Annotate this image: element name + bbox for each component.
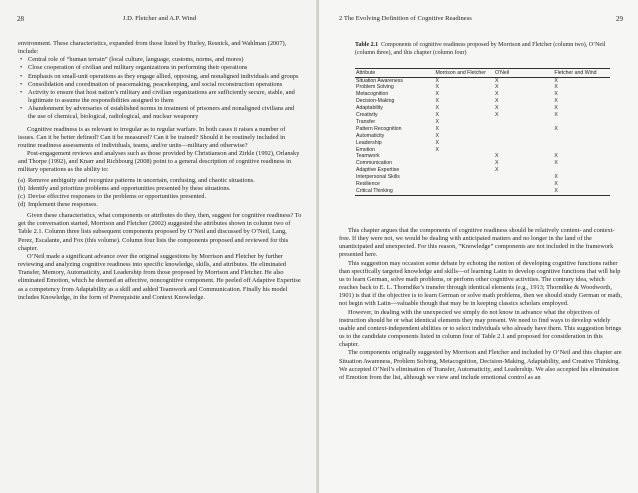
table-cell-attribute: Problem Solving (356, 84, 394, 91)
table-cell-attribute: Critical Thinking (355, 188, 434, 195)
table-header-attribute: Attribute (355, 70, 434, 77)
table-row (355, 91, 610, 98)
table-cell-attribute: Leadership (356, 139, 382, 146)
table-cell-attribute: Creativity (356, 112, 378, 119)
table-cell-mark (553, 140, 610, 147)
table-row (355, 181, 610, 188)
table-cell-mark: X (494, 91, 499, 98)
table-cell-mark (553, 119, 610, 126)
components-paragraph: The components originally suggested by Morrison and Fletcher and included by O’Neil and this chapter are Situation Awareness, Problem Solving, Metacognition, Decision-Making, Adaptability, and Creative Thinking. We accepted O’Neil’s elimination of Transfer, Automaticity, and Leadership. We also accepted his elimination of Emotion from the list, although we view and include emotional control as an (339, 349, 622, 381)
table-cell-mark: X (435, 132, 439, 139)
table-cell-mark (494, 140, 553, 147)
table-cell-mark: X (435, 125, 439, 132)
table-cell-mark: X (553, 188, 610, 195)
table-cell-mark: X (554, 84, 558, 91)
table-cell-mark (494, 126, 553, 133)
right-page-number: 29 (616, 15, 623, 23)
intro-paragraph: environment. These characteristics, expanded from those listed by Hurley, Resnick, and Wahlman (2007), include: (18, 40, 287, 56)
table-cell-mark: X (554, 153, 558, 160)
components-table (355, 68, 610, 196)
table-cell-mark (434, 160, 494, 167)
table-cell-mark: X (554, 125, 558, 132)
table-caption (355, 42, 610, 57)
suggestion-paragraph: This suggestion may occasion some debate by echoing the notion of developing cognitive functions rather than specifically targeted knowledge and skills—of learning Latin to develop cognitive functions that will help us to learn German, solve math problems, or perform other cognitive activities. The contrary idea, which reaches back to E. L. Thorndike’s transfer through identical elements (e.g., 1913; Thorndike & Woodworth, 1901) is that if the objective is to learn German or solve math problems, then we should study German or math, not begin with Latin—valuable though that may be in keeping classics scholars employed. (339, 259, 622, 308)
table-cell-mark: X (435, 112, 439, 119)
table-cell-mark (494, 119, 553, 126)
table-cell-mark: X (554, 174, 558, 181)
table-cell-mark: X (494, 160, 499, 167)
table-cell-mark: X (554, 77, 558, 84)
table-row (355, 77, 610, 84)
list-item: (a) Remove ambiguity and recognize patterns in uncertain, confusing, and chaotic situations. (18, 176, 255, 184)
table-cell-mark (553, 167, 610, 174)
table-cell-mark (434, 174, 494, 181)
left-page-number: 28 (17, 15, 24, 23)
table-cell-mark (553, 147, 610, 154)
table-row (355, 105, 610, 112)
left-running-header: J.D. Fletcher and A.P. Wind (122, 15, 197, 22)
table-row (355, 84, 610, 91)
table-cell-mark (494, 181, 553, 188)
table-row (355, 167, 610, 174)
list-item: • Close cooperation of civilian and military organizations in performing their operations (28, 64, 302, 72)
chapter-argument-paragraph: This chapter argues that the components of cognitive readiness should be relatively content- and context-free. If they were not, we would be dealing with anticipated matters and no longer in the land of the unanticipated and unexpected. For this reason, “Knowledge” components are not included in the framework presented here. (339, 227, 615, 259)
table-cell-mark: X (554, 91, 558, 98)
table-cell-mark: X (494, 77, 499, 84)
table-cell-mark: X (435, 118, 439, 125)
table-cell-mark: X (435, 84, 439, 91)
table-cell-mark: X (494, 112, 499, 119)
table-cell-mark: X (554, 105, 558, 112)
list-item: • Activity to ensure that host nation’s military and civilian organizations are sufficiently secure, stable, and legitimate to assume the responsibilities assigned to them (28, 89, 302, 105)
table-caption-text: Components of cognitive readiness proposed by Morrison and Fletcher (column two), O’Neil (column three), and this chapter (column four) (355, 42, 606, 56)
table-cell-attribute: Transfer (356, 118, 376, 125)
list-item: • Consolidation and coordination of peacemaking, peacekeeping, and social reconstruction operations (28, 81, 302, 89)
table-cell-mark: X (494, 84, 499, 91)
table-cell-attribute: Adaptive Expertise (356, 167, 400, 174)
table-cell-attribute: Interpersonal Skills (356, 174, 400, 181)
table-row (355, 188, 610, 195)
table-cell-mark: X (494, 105, 499, 112)
table-cell-mark: X (435, 91, 439, 98)
table-cell-mark: X (435, 139, 439, 146)
table-cell-mark (553, 133, 610, 140)
table-header-oneil: O’Neil (494, 70, 553, 77)
table-row (355, 112, 610, 119)
table-cell-attribute: Resilience (356, 181, 380, 188)
table-cell-mark: X (435, 98, 439, 105)
however-paragraph: However, in dealing with the unexpected we simply do not know in advance what the objectives of instruction should be or what identical elements they may present. We need to find ways to develop widely usable and context-independent abilities or to select individuals who already have them. This suggestion brings us to the candidate components listed in column four of Table 2.1 and proposed for consideration in this chapter. (339, 308, 622, 349)
readiness-paragraph: Cognitive readiness is as relevant to irregular as to regular warfare. In both cases it raises a number of issues. Can it be better defined? Can it be measured? Can it be trained? Should it be routinely included in routine readiness assessments of individuals, teams, and/or units—military and otherwise? (18, 125, 286, 149)
left-body-text (18, 40, 302, 302)
oneil-paragraph: O’Neil made a significant advance over the original suggestions by Morrison and Fletcher by further reviewing and analyzing cognitive readiness into specific knowledge, skills, and attributes. He eliminated Transfer, Memory, Automaticity, and Leadership from those proposed by Morrison and Fletcher. He also eliminated Emotion, which he deemed an affective, noncognitive component. He peeled off Adaptive Expertise as a competency from Adaptability as a skill and added Teamwork and Communication. Finally his model includes Knowledge, in the form of Prerequisite and Context Knowledge. (18, 252, 301, 301)
table-cell-mark: X (554, 160, 558, 167)
list-item: (c) Devise effective responses to the problems or opportunities presented. (18, 192, 206, 200)
table-cell-attribute: Metacognition (356, 91, 389, 98)
post-engagement-paragraph: Post-engagement reviews and analyses such as those provided by Christianson and Zirkle (1992), Orlansky and Thorpe (1992), and Knarr and Richbourg (2008) point to a general description of cognitive readiness in military operations as the ability to: (18, 150, 300, 174)
table-cell-mark (494, 188, 553, 195)
table-row (355, 98, 610, 105)
table-cell-mark (434, 188, 494, 195)
table-row (355, 174, 610, 181)
table-cell-attribute: Situation Awareness (356, 77, 403, 84)
ability-list (18, 177, 302, 210)
table-header-morrison-fletcher: Morrison and Fletcher (434, 70, 494, 77)
list-item: (d) Implement these responses. (18, 200, 98, 208)
table-cell-mark: X (554, 112, 558, 119)
table-cell-mark (494, 174, 553, 181)
table-cell-mark: X (554, 98, 558, 105)
table-cell-mark (434, 153, 494, 160)
table-cell-attribute: Automaticity (356, 132, 385, 139)
table-row (355, 140, 610, 147)
table-cell-attribute: Communication (356, 160, 393, 167)
table-caption-label: Table 2.1 (355, 42, 379, 48)
list-item: • Emphasis on small-unit operations as they engage allied, opposing, and nonaligned individuals and groups (28, 73, 302, 81)
table-cell-mark: X (435, 146, 439, 153)
list-item: (b) Identify and prioritize problems and opportunities presented by these situations. (18, 184, 231, 192)
characteristics-list (18, 56, 302, 121)
table-cell-mark: X (435, 77, 439, 84)
right-running-header: 2 The Evolving Definition of Cognitive Readiness (339, 15, 472, 22)
table-cell-mark: X (494, 98, 499, 105)
table-cell-mark (494, 133, 553, 140)
table-cell-attribute: Teamwork (356, 153, 380, 160)
table-cell-mark: X (494, 167, 499, 174)
table-cell-mark: X (435, 105, 439, 112)
table-row (355, 133, 610, 140)
right-body-text (339, 227, 623, 382)
table-cell-attribute: Adaptability (356, 105, 383, 112)
table-cell-attribute: Decision-Making (356, 98, 395, 105)
table-row (355, 119, 610, 126)
table-cell-mark: X (554, 181, 558, 188)
table-cell-mark (494, 147, 553, 154)
given-paragraph: Given these characteristics, what components or attributes do they, then, suggest for cognitive readiness? To get the conversation started, Morrison and Fletcher (2002) suggested the attributes shown in column two of Table 2.1. Column three lists subsequent components proposed by O’Neil and discussed by O’Neil, Lang, Perez, Escalante, and Fox (this volume). Column four lists the components proposed and reviewed for this chapter. (18, 212, 302, 252)
table-row (355, 126, 610, 133)
table-header-fletcher-wind: Fletcher and Wind (553, 70, 610, 77)
table-row (355, 147, 610, 154)
list-item: • Central role of “human terrain” (local culture, language, customs, norms, and mores) (28, 56, 302, 64)
table-row (355, 160, 610, 167)
table-cell-attribute: Emotion (356, 146, 376, 153)
table-cell-attribute: Pattern Recognition (356, 125, 402, 132)
table-cell-mark (434, 181, 494, 188)
table-cell-mark: X (494, 153, 499, 160)
table-cell-mark (434, 167, 494, 174)
table-row (355, 153, 610, 160)
right-page (319, 0, 638, 493)
list-item: • Abandonment by adversaries of established norms in treatment of prisoners and nonaligned civilians and the use of chemical, biological, radiological, and nuclear weaponry (28, 105, 302, 121)
